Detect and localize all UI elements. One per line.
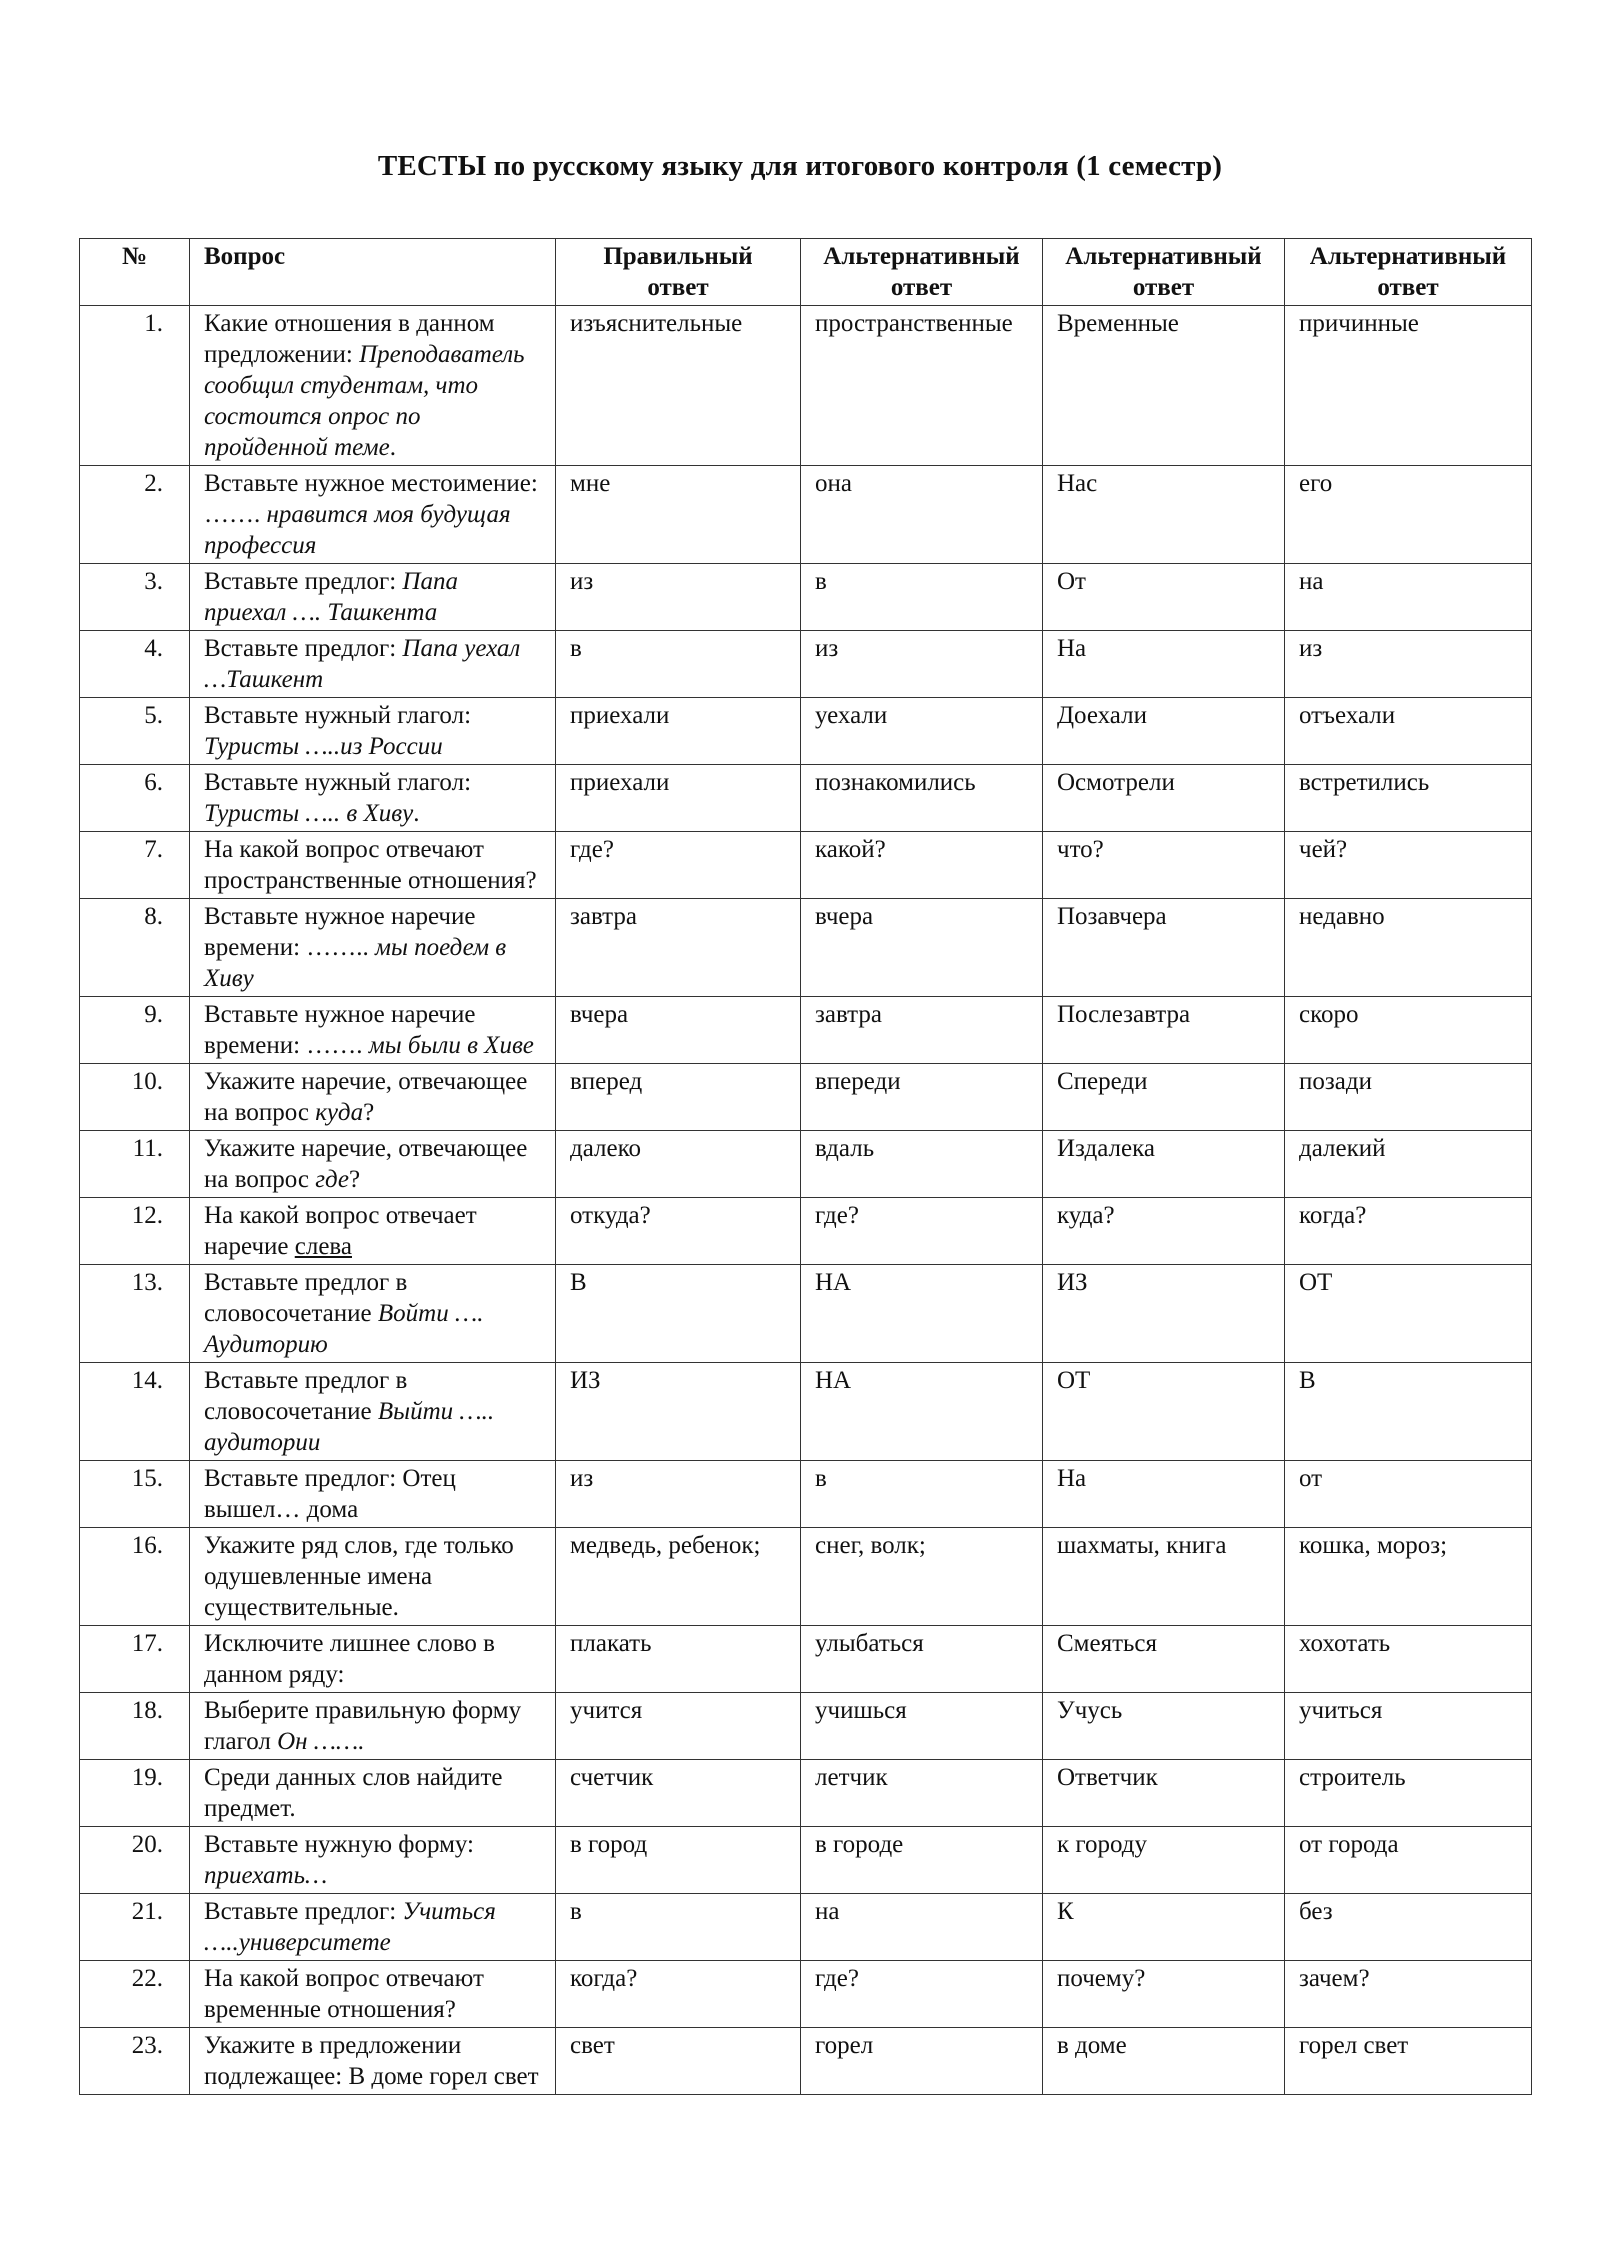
question-text xyxy=(190,1461,556,1528)
table-row xyxy=(80,2028,1532,2095)
correct-answer: изъяснительные xyxy=(556,306,801,466)
alternative-answer-3: чей? xyxy=(1285,832,1532,899)
question-text xyxy=(190,899,556,997)
header-alternative-answer-1: Альтернативный ответ xyxy=(801,239,1043,306)
question-text-segment: Он ……. xyxy=(277,1728,365,1755)
question-text-segment: куда xyxy=(315,1099,364,1126)
question-text-segment: ? xyxy=(363,1099,375,1126)
alternative-answer-1: вдаль xyxy=(801,1131,1043,1198)
question-number: 23. xyxy=(80,2028,190,2095)
question-number: 9. xyxy=(80,997,190,1064)
question-text xyxy=(190,1265,556,1363)
alternative-answer-3: недавно xyxy=(1285,899,1532,997)
question-text-segment: На какой вопрос отвечают временные отношения? xyxy=(204,1965,484,2023)
question-number: 8. xyxy=(80,899,190,997)
header-number: № xyxy=(80,239,190,306)
question-text-segment: Вставьте нужное наречие времени: …….. xyxy=(204,903,476,961)
alternative-answer-3: учиться xyxy=(1285,1693,1532,1760)
correct-answer: свет xyxy=(556,2028,801,2095)
question-text xyxy=(190,1626,556,1693)
question-text-segment: Вставьте нужное местоимение: ……. xyxy=(204,470,538,528)
question-text-segment: Туристы …..из России xyxy=(204,733,443,760)
question-text xyxy=(190,832,556,899)
question-text-segment: Вставьте нужное наречие времени: ……. xyxy=(204,1001,476,1059)
correct-answer: в город xyxy=(556,1827,801,1894)
question-text-segment: Войти …. Аудиторию xyxy=(204,1300,484,1358)
question-text-segment: Вставьте предлог: xyxy=(204,635,403,662)
correct-answer: откуда? xyxy=(556,1198,801,1265)
question-text-segment: Преподаватель сообщил студентам, что состоится опрос по пройденной теме xyxy=(204,341,525,461)
alternative-answer-3: его xyxy=(1285,466,1532,564)
correct-answer: приехали xyxy=(556,698,801,765)
alternative-answer-2: куда? xyxy=(1043,1198,1285,1265)
question-text xyxy=(190,1064,556,1131)
question-number: 5. xyxy=(80,698,190,765)
table-row xyxy=(80,1198,1532,1265)
question-number: 6. xyxy=(80,765,190,832)
question-text-segment: Вставьте предлог в словосочетание xyxy=(204,1269,408,1327)
alternative-answer-2: в доме xyxy=(1043,2028,1285,2095)
question-number: 1. xyxy=(80,306,190,466)
alternative-answer-3: кошка, мороз; xyxy=(1285,1528,1532,1626)
alternative-answer-1: познакомились xyxy=(801,765,1043,832)
correct-answer: приехали xyxy=(556,765,801,832)
alternative-answer-2: Позавчера xyxy=(1043,899,1285,997)
question-number: 18. xyxy=(80,1693,190,1760)
question-text-segment: Туристы ….. в Хиву xyxy=(204,800,414,827)
question-text xyxy=(190,997,556,1064)
question-text-segment: приехать… xyxy=(204,1862,328,1889)
question-text-segment: Учиться …..университете xyxy=(204,1898,496,1956)
question-number: 21. xyxy=(80,1894,190,1961)
question-number: 12. xyxy=(80,1198,190,1265)
question-text xyxy=(190,698,556,765)
alternative-answer-1: снег, волк; xyxy=(801,1528,1043,1626)
question-text xyxy=(190,1894,556,1961)
alternative-answer-2: Осмотрели xyxy=(1043,765,1285,832)
alternative-answer-2: Ответчик xyxy=(1043,1760,1285,1827)
alternative-answer-3: зачем? xyxy=(1285,1961,1532,2028)
correct-answer: мне xyxy=(556,466,801,564)
alternative-answer-2: На xyxy=(1043,1461,1285,1528)
correct-answer: В xyxy=(556,1265,801,1363)
alternative-answer-2: Издалека xyxy=(1043,1131,1285,1198)
alternative-answer-1: в xyxy=(801,1461,1043,1528)
correct-answer: завтра xyxy=(556,899,801,997)
table-row xyxy=(80,1131,1532,1198)
question-text xyxy=(190,564,556,631)
alternative-answer-1: из xyxy=(801,631,1043,698)
header-question: Вопрос xyxy=(190,239,556,306)
correct-answer: счетчик xyxy=(556,1760,801,1827)
test-table xyxy=(79,238,1532,2095)
question-number: 11. xyxy=(80,1131,190,1198)
question-text xyxy=(190,1528,556,1626)
alternative-answer-2: ИЗ xyxy=(1043,1265,1285,1363)
table-row xyxy=(80,899,1532,997)
question-text-segment: Папа уехал …Ташкент xyxy=(204,635,521,693)
alternative-answer-1: где? xyxy=(801,1198,1043,1265)
alternative-answer-3: В xyxy=(1285,1363,1532,1461)
alternative-answer-3: причинные xyxy=(1285,306,1532,466)
alternative-answer-3: ОТ xyxy=(1285,1265,1532,1363)
table-row xyxy=(80,1894,1532,1961)
question-text xyxy=(190,1961,556,2028)
alternative-answer-2: что? xyxy=(1043,832,1285,899)
question-number: 17. xyxy=(80,1626,190,1693)
alternative-answer-2: ОТ xyxy=(1043,1363,1285,1461)
question-text-segment: Укажите в предложении подлежащее: В доме горел свет xyxy=(204,2032,539,2090)
alternative-answer-3: без xyxy=(1285,1894,1532,1961)
correct-answer: в xyxy=(556,1894,801,1961)
question-text xyxy=(190,1760,556,1827)
question-text-segment: Укажите наречие, отвечающее на вопрос xyxy=(204,1135,528,1193)
question-number: 20. xyxy=(80,1827,190,1894)
alternative-answer-1: в xyxy=(801,564,1043,631)
question-number: 10. xyxy=(80,1064,190,1131)
question-text xyxy=(190,1363,556,1461)
alternative-answer-1: уехали xyxy=(801,698,1043,765)
question-number: 14. xyxy=(80,1363,190,1461)
table-row xyxy=(80,564,1532,631)
alternative-answer-2: Учусь xyxy=(1043,1693,1285,1760)
question-text-segment: На какой вопрос отвечают пространственные отношения? xyxy=(204,836,537,894)
alternative-answer-1: летчик xyxy=(801,1760,1043,1827)
question-text-segment: где xyxy=(315,1166,350,1193)
question-text xyxy=(190,2028,556,2095)
question-number: 22. xyxy=(80,1961,190,2028)
question-number: 16. xyxy=(80,1528,190,1626)
question-number: 2. xyxy=(80,466,190,564)
alternative-answer-3: скоро xyxy=(1285,997,1532,1064)
question-text xyxy=(190,306,556,466)
question-text-segment: Выберите правильную форму глагол xyxy=(204,1697,522,1755)
header-alternative-answer-2: Альтернативный ответ xyxy=(1043,239,1285,306)
alternative-answer-1: учишься xyxy=(801,1693,1043,1760)
question-text-segment: слева xyxy=(294,1233,352,1260)
table-row xyxy=(80,698,1532,765)
table-row xyxy=(80,1693,1532,1760)
alternative-answer-3: позади xyxy=(1285,1064,1532,1131)
question-text-segment: нравится моя будущая профессия xyxy=(204,501,511,559)
question-text-segment: ? xyxy=(349,1166,361,1193)
alternative-answer-1: НА xyxy=(801,1265,1043,1363)
question-number: 15. xyxy=(80,1461,190,1528)
correct-answer: вчера xyxy=(556,997,801,1064)
question-text-segment: Укажите ряд слов, где только одушевленные имена существительные. xyxy=(204,1532,514,1621)
question-text xyxy=(190,765,556,832)
alternative-answer-2: шахматы, книга xyxy=(1043,1528,1285,1626)
table-body xyxy=(80,306,1532,2095)
alternative-answer-1: завтра xyxy=(801,997,1043,1064)
table-row xyxy=(80,1461,1532,1528)
question-number: 7. xyxy=(80,832,190,899)
question-text-segment: . xyxy=(413,800,420,827)
table-row xyxy=(80,631,1532,698)
header-correct-answer: Правильный ответ xyxy=(556,239,801,306)
question-text-segment: Вставьте нужный глагол: xyxy=(204,702,472,729)
alternative-answer-3: далекий xyxy=(1285,1131,1532,1198)
header-alternative-answer-3: Альтернативный ответ xyxy=(1285,239,1532,306)
alternative-answer-3: от xyxy=(1285,1461,1532,1528)
correct-answer: когда? xyxy=(556,1961,801,2028)
question-text xyxy=(190,1693,556,1760)
question-text-segment: Вставьте предлог в словосочетание xyxy=(204,1367,408,1425)
correct-answer: из xyxy=(556,1461,801,1528)
alternative-answer-2: Нас xyxy=(1043,466,1285,564)
alternative-answer-1: где? xyxy=(801,1961,1043,2028)
question-number: 4. xyxy=(80,631,190,698)
alternative-answer-2: Послезавтра xyxy=(1043,997,1285,1064)
alternative-answer-3: отъехали xyxy=(1285,698,1532,765)
question-number: 19. xyxy=(80,1760,190,1827)
table-row xyxy=(80,1265,1532,1363)
alternative-answer-3: встретились xyxy=(1285,765,1532,832)
question-text-segment: Вставьте предлог: Отец вышел… дома xyxy=(204,1465,456,1523)
question-text xyxy=(190,1198,556,1265)
correct-answer: из xyxy=(556,564,801,631)
alternative-answer-1: в городе xyxy=(801,1827,1043,1894)
table-row xyxy=(80,765,1532,832)
correct-answer: медведь, ребенок; xyxy=(556,1528,801,1626)
question-text-segment: Укажите наречие, отвечающее на вопрос xyxy=(204,1068,528,1126)
alternative-answer-2: Временные xyxy=(1043,306,1285,466)
table-row xyxy=(80,1827,1532,1894)
alternative-answer-1: она xyxy=(801,466,1043,564)
correct-answer: вперед xyxy=(556,1064,801,1131)
table-row xyxy=(80,997,1532,1064)
correct-answer: ИЗ xyxy=(556,1363,801,1461)
question-text-segment: Выйти ….. аудитории xyxy=(204,1398,495,1456)
table-row xyxy=(80,1528,1532,1626)
alternative-answer-1: вчера xyxy=(801,899,1043,997)
table-row xyxy=(80,1064,1532,1131)
question-text-segment: . xyxy=(389,434,396,461)
question-text xyxy=(190,1131,556,1198)
alternative-answer-2: почему? xyxy=(1043,1961,1285,2028)
correct-answer: учится xyxy=(556,1693,801,1760)
question-text-segment: Вставьте предлог: xyxy=(204,568,403,595)
question-number: 13. xyxy=(80,1265,190,1363)
alternative-answer-2: Спереди xyxy=(1043,1064,1285,1131)
page-title: ТЕСТЫ по русскому языку для итогового контроля (1 семестр) xyxy=(377,150,1223,182)
question-text xyxy=(190,1827,556,1894)
question-number: 3. xyxy=(80,564,190,631)
table-row xyxy=(80,1760,1532,1827)
alternative-answer-3: из xyxy=(1285,631,1532,698)
question-text-segment: Какие отношения в данном предложении: xyxy=(204,310,495,368)
alternative-answer-2: к городу xyxy=(1043,1827,1285,1894)
question-text xyxy=(190,631,556,698)
correct-answer: в xyxy=(556,631,801,698)
alternative-answer-1: пространственные xyxy=(801,306,1043,466)
alternative-answer-2: Смеяться xyxy=(1043,1626,1285,1693)
question-text xyxy=(190,466,556,564)
question-text-segment: Папа приехал …. Ташкента xyxy=(204,568,458,626)
alternative-answer-3: строитель xyxy=(1285,1760,1532,1827)
question-text-segment: Вставьте предлог: xyxy=(204,1898,403,1925)
correct-answer: плакать xyxy=(556,1626,801,1693)
correct-answer: где? xyxy=(556,832,801,899)
table-row xyxy=(80,306,1532,466)
alternative-answer-1: на xyxy=(801,1894,1043,1961)
alternative-answer-2: На xyxy=(1043,631,1285,698)
alternative-answer-1: улыбаться xyxy=(801,1626,1043,1693)
question-text-segment: мы поедем в Хиву xyxy=(204,934,507,992)
alternative-answer-3: от города xyxy=(1285,1827,1532,1894)
alternative-answer-2: Доехали xyxy=(1043,698,1285,765)
table-row xyxy=(80,466,1532,564)
alternative-answer-1: горел xyxy=(801,2028,1043,2095)
table-row xyxy=(80,1626,1532,1693)
alternative-answer-3: хохотать xyxy=(1285,1626,1532,1693)
alternative-answer-1: какой? xyxy=(801,832,1043,899)
table-row xyxy=(80,1961,1532,2028)
table-row xyxy=(80,1363,1532,1461)
alternative-answer-2: К xyxy=(1043,1894,1285,1961)
alternative-answer-3: на xyxy=(1285,564,1532,631)
table-header-row xyxy=(80,239,1532,306)
alternative-answer-1: НА xyxy=(801,1363,1043,1461)
question-text-segment: Вставьте нужную форму: xyxy=(204,1831,475,1858)
question-text-segment: На какой вопрос отвечает наречие xyxy=(204,1202,477,1260)
alternative-answer-3: когда? xyxy=(1285,1198,1532,1265)
question-text-segment: Исключите лишнее слово в данном ряду: xyxy=(204,1630,495,1688)
alternative-answer-2: От xyxy=(1043,564,1285,631)
correct-answer: далеко xyxy=(556,1131,801,1198)
alternative-answer-1: впереди xyxy=(801,1064,1043,1131)
alternative-answer-3: горел свет xyxy=(1285,2028,1532,2095)
question-text-segment: Вставьте нужный глагол: xyxy=(204,769,472,796)
question-text-segment: Среди данных слов найдите предмет. xyxy=(204,1764,503,1822)
table-row xyxy=(80,832,1532,899)
question-text-segment: мы были в Хиве xyxy=(368,1032,534,1059)
